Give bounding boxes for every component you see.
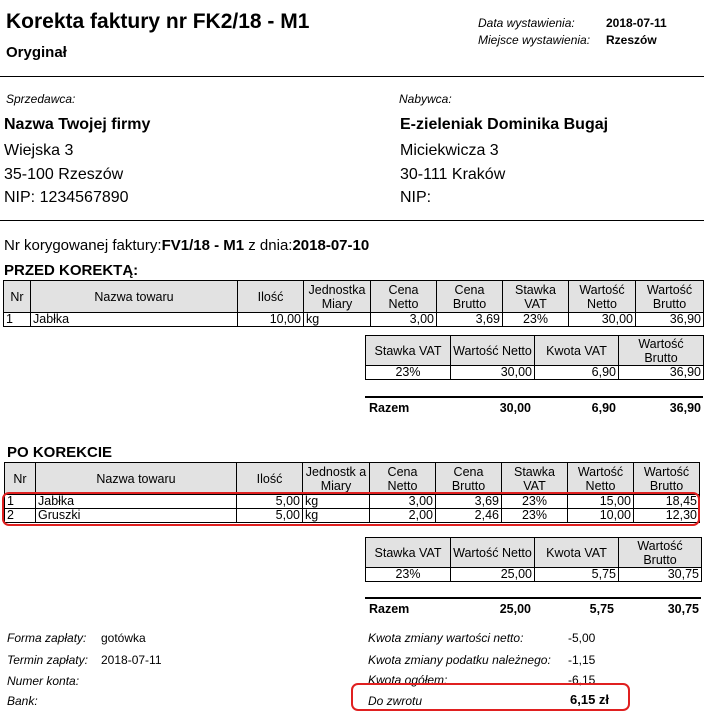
before-total-label: Razem — [369, 401, 410, 415]
after-total-vat: 5,75 — [589, 602, 614, 616]
before-total-gross: 36,90 — [669, 401, 701, 415]
after-total-gross: 30,75 — [667, 602, 699, 616]
account-number-label: Numer konta: — [7, 674, 80, 688]
after-rows-highlight — [2, 492, 700, 526]
seller-nip: NIP: 1234567890 — [4, 189, 129, 206]
issue-place: Rzeszów — [606, 33, 657, 47]
cell-vat-rate: 23% — [366, 366, 451, 380]
cell-value-net: 15,00 — [568, 495, 634, 509]
column-header: Ilość — [237, 463, 303, 495]
cell-nr: 2 — [5, 509, 36, 523]
corrected-invoice-label: Nr korygowanej faktury: — [4, 237, 162, 254]
column-header: Nr — [5, 463, 36, 495]
net-change-label: Kwota zmiany wartości netto: — [368, 631, 524, 645]
cell-unit: kg — [303, 495, 370, 509]
column-header: Nazwa towaru — [31, 281, 238, 313]
buyer-street: Miciekwicza 3 — [400, 142, 499, 159]
buyer-name: E-zieleniak Dominika Bugaj — [400, 116, 609, 133]
issue-date: 2018-07-11 — [606, 16, 667, 30]
cell-value-net: 30,00 — [569, 313, 636, 327]
buyer-city: 30-111 Kraków — [400, 166, 506, 183]
cell-value-net: 10,00 — [568, 509, 634, 523]
payment-method: gotówka — [101, 631, 146, 645]
before-total-vat: 6,90 — [591, 401, 616, 415]
cell-price-gross: 3,69 — [436, 495, 502, 509]
column-header: Wartość Netto — [568, 463, 634, 495]
vat-change: -1,15 — [568, 653, 596, 667]
cell-vat-rate: 23% — [502, 509, 568, 523]
column-header: Cena Brutto — [436, 463, 502, 495]
buyer-nip: NIP: — [400, 189, 432, 206]
refund-label: Do zwrotu — [368, 694, 423, 708]
column-header: Wartość Netto — [569, 281, 636, 313]
column-header: Kwota VAT — [535, 336, 619, 366]
cell-vat-rate: 23% — [502, 495, 568, 509]
column-header: Wartość Brutto — [634, 463, 700, 495]
column-header: Nr — [4, 281, 31, 313]
cell-vat-rate: 23% — [366, 568, 451, 582]
cell-price-net: 3,00 — [370, 495, 436, 509]
invoice-title: Korekta faktury nr FK2/18 - M1 — [6, 10, 310, 33]
after-total-net: 25,00 — [499, 602, 531, 616]
invoice-subtitle: Oryginał — [6, 44, 67, 61]
column-header: Wartość Netto — [451, 538, 535, 568]
cell-value-gross: 12,30 — [634, 509, 700, 523]
payment-method-label: Forma zapłaty: — [7, 631, 87, 645]
column-header: Wartość Brutto — [619, 538, 702, 568]
column-header: Nazwa towaru — [36, 463, 237, 495]
before-section-title: PRZED KOREKTĄ: — [4, 262, 139, 279]
cell-value-gross: 18,45 — [634, 495, 700, 509]
column-header: Stawka VAT — [366, 336, 451, 366]
total-change-label: Kwota ogółem: — [368, 673, 448, 687]
total-change: -6,15 — [568, 673, 596, 687]
corrected-invoice-date: 2018-07-10 — [292, 237, 370, 254]
issue-date-label: Data wystawienia: — [478, 16, 575, 30]
cell-value-net: 25,00 — [451, 568, 535, 582]
column-header: Wartość Netto — [451, 336, 535, 366]
before-total-divider — [365, 396, 703, 398]
cell-vat-rate: 23% — [503, 313, 569, 327]
refund-highlight — [351, 683, 630, 711]
cell-price-gross: 3,69 — [437, 313, 503, 327]
column-header: Cena Netto — [370, 463, 436, 495]
cell-value-gross: 30,75 — [619, 568, 702, 582]
column-header: Stawka VAT — [366, 538, 451, 568]
cell-value-gross: 36,90 — [619, 366, 704, 380]
refund-amount: 6,15 zł — [570, 692, 610, 707]
parties-divider — [0, 220, 704, 221]
net-change: -5,00 — [568, 631, 596, 645]
payment-due: 2018-07-11 — [101, 653, 162, 667]
cell-qty: 5,00 — [237, 509, 303, 523]
cell-qty: 5,00 — [237, 495, 303, 509]
before-total-net: 30,00 — [499, 401, 531, 415]
vat-change-label: Kwota zmiany podatku należnego: — [368, 653, 551, 667]
column-header: Jednostk a Miary — [303, 463, 370, 495]
column-header: Ilość — [238, 281, 304, 313]
column-header: Stawka VAT — [503, 281, 569, 313]
corrected-invoice-number: FV1/18 - M1 — [161, 237, 245, 254]
column-header: Kwota VAT — [535, 538, 619, 568]
after-summary-table — [365, 537, 702, 582]
seller-street: Wiejska 3 — [4, 142, 74, 159]
cell-vat-amount: 6,90 — [535, 366, 619, 380]
cell-vat-amount: 5,75 — [535, 568, 619, 582]
cell-value-net: 30,00 — [451, 366, 535, 380]
column-header: Wartość Brutto — [636, 281, 704, 313]
seller-name: Nazwa Twojej firmy — [4, 116, 151, 133]
cell-price-net: 3,00 — [371, 313, 437, 327]
after-total-label: Razem — [369, 602, 410, 616]
cell-name: Jabłka — [36, 495, 237, 509]
cell-nr: 1 — [5, 495, 36, 509]
cell-value-gross: 36,90 — [636, 313, 704, 327]
buyer-label: Nabywca: — [399, 92, 452, 106]
after-total-divider — [365, 597, 701, 599]
header-divider — [0, 76, 704, 77]
column-header: Wartość Brutto — [619, 336, 704, 366]
column-header: Jednostka Miary — [304, 281, 371, 313]
issue-place-label: Miejsce wystawienia: — [478, 33, 591, 47]
column-header: Cena Netto — [371, 281, 437, 313]
cell-qty: 10,00 — [238, 313, 304, 327]
cell-name: Gruszki — [36, 509, 237, 523]
cell-unit: kg — [304, 313, 371, 327]
cell-price-gross: 2,46 — [436, 509, 502, 523]
payment-due-label: Termin zapłaty: — [7, 653, 88, 667]
corrected-invoice-line — [4, 237, 369, 254]
table-row — [366, 366, 704, 380]
column-header: Cena Brutto — [437, 281, 503, 313]
cell-name: Jabłka — [31, 313, 238, 327]
seller-label: Sprzedawca: — [6, 92, 76, 106]
after-section-title: PO KOREKCIE — [7, 444, 113, 461]
cell-price-net: 2,00 — [370, 509, 436, 523]
column-header: Stawka VAT — [502, 463, 568, 495]
bank-label: Bank: — [7, 694, 38, 708]
table-row — [366, 568, 702, 582]
cell-nr: 1 — [4, 313, 31, 327]
before-items-table — [3, 280, 704, 327]
before-summary-table — [365, 335, 704, 380]
table-row — [4, 313, 704, 327]
seller-city: 35-100 Rzeszów — [4, 166, 124, 183]
corrected-date-label: z dnia: — [248, 237, 293, 254]
cell-unit: kg — [303, 509, 370, 523]
